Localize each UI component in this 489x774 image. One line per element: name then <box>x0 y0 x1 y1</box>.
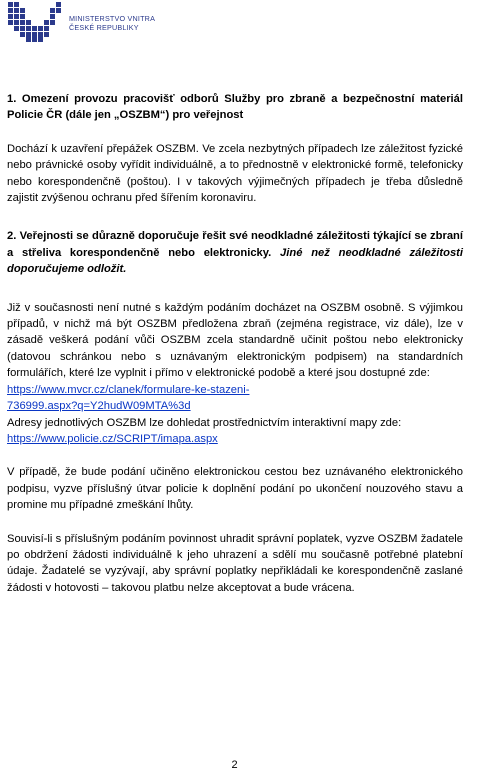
section2-paragraph2: V případě, že bude podání učiněno elektronickou cestou bez uznávaného elektronického podpisu, vyzve příslušný útvar policie k doplnění podání po ukončení nouzového stavu a promine mu případné zmeškání lhůty. <box>7 466 463 512</box>
section2-paragraph1: Již v současnosti není nutné s každým podáním docházet na OSZBM osobně. S výjimkou případů, v nichž má být OSZBM předložena zbraň (zejména registrace, viz dále), lze v zásadě veškerá podání vůči OSZBM zcela standardně učinit poštou nebo elektronicky (datovou schránkou nebo s uznávaným elektronickým podpisem) na standardních formulářích, které lze vyplnit i přímo v elektronické podobě a které jsou dostupné zde: <box>7 301 463 380</box>
document-body <box>7 91 463 596</box>
section1-paragraph: Dochází k uzavření přepážek OSZBM. Ve zcela nezbytných případech lze záležitost fyzické nebo právnické osoby vyřídit individuálně, a to přednostně v elektronické formě, telefonicky nebo korespondenčně (poštou). I v takových výjimečných případech je třeba důsledně zajistit zvýšenou ochranu před šířením koronaviru. <box>7 142 463 205</box>
ministry-name-line1: MINISTERSTVO VNITRA <box>69 14 156 23</box>
ministry-name <box>69 14 155 32</box>
forms-link-line2[interactable]: 736999.aspx?q=Y2hudW09MTA%3d <box>7 400 191 413</box>
forms-link-line1[interactable]: https://www.mvcr.cz/clanek/formulare-ke-stazeni- <box>7 383 250 396</box>
page-number: 2 <box>231 759 238 771</box>
ministry-name-line2: ČESKÉ REPUBLIKY <box>69 23 139 32</box>
section2-paragraph3: Souvisí-li s příslušným podáním povinnost uhradit správní poplatek, vyzve OSZBM žadatele po obdržení žádosti individuálně k jeho uhrazení a sdělí mu současně potřebné platební údaje. Žadatelé se vyzývají, aby správní poplatky nepřikládali ke korespondenčně zaslané žádosti v hotovosti – takovou platbu nelze akceptovat a bude vrácena. <box>7 532 463 594</box>
forms-link[interactable] <box>7 382 463 415</box>
section1-heading: 1. Omezení provozu pracovišť odborů Služby pro zbraně a bezpečnostní materiál Policie ČR (dále jen „OSZBM“) pro veřejnost <box>7 93 463 122</box>
document-header <box>8 2 208 42</box>
ministry-logo-icon <box>8 2 62 42</box>
section2-heading <box>7 228 463 277</box>
section2-heading-bold-italic: Jiné než neodkladné záležitosti doporučujeme odložit. <box>7 246 463 276</box>
section2-heading-bold: 2. Veřejnosti se důrazně doporučuje řešit své neodkladné záležitosti týkající se zbraní a střeliva korespondenčně nebo elektronicky. <box>7 230 463 259</box>
map-text: Adresy jednotlivých OSZBM lze dohledat prostřednictvím interaktivní mapy zde: <box>7 416 402 429</box>
map-link[interactable]: https://www.policie.cz/SCRIPT/imapa.aspx <box>7 432 218 445</box>
